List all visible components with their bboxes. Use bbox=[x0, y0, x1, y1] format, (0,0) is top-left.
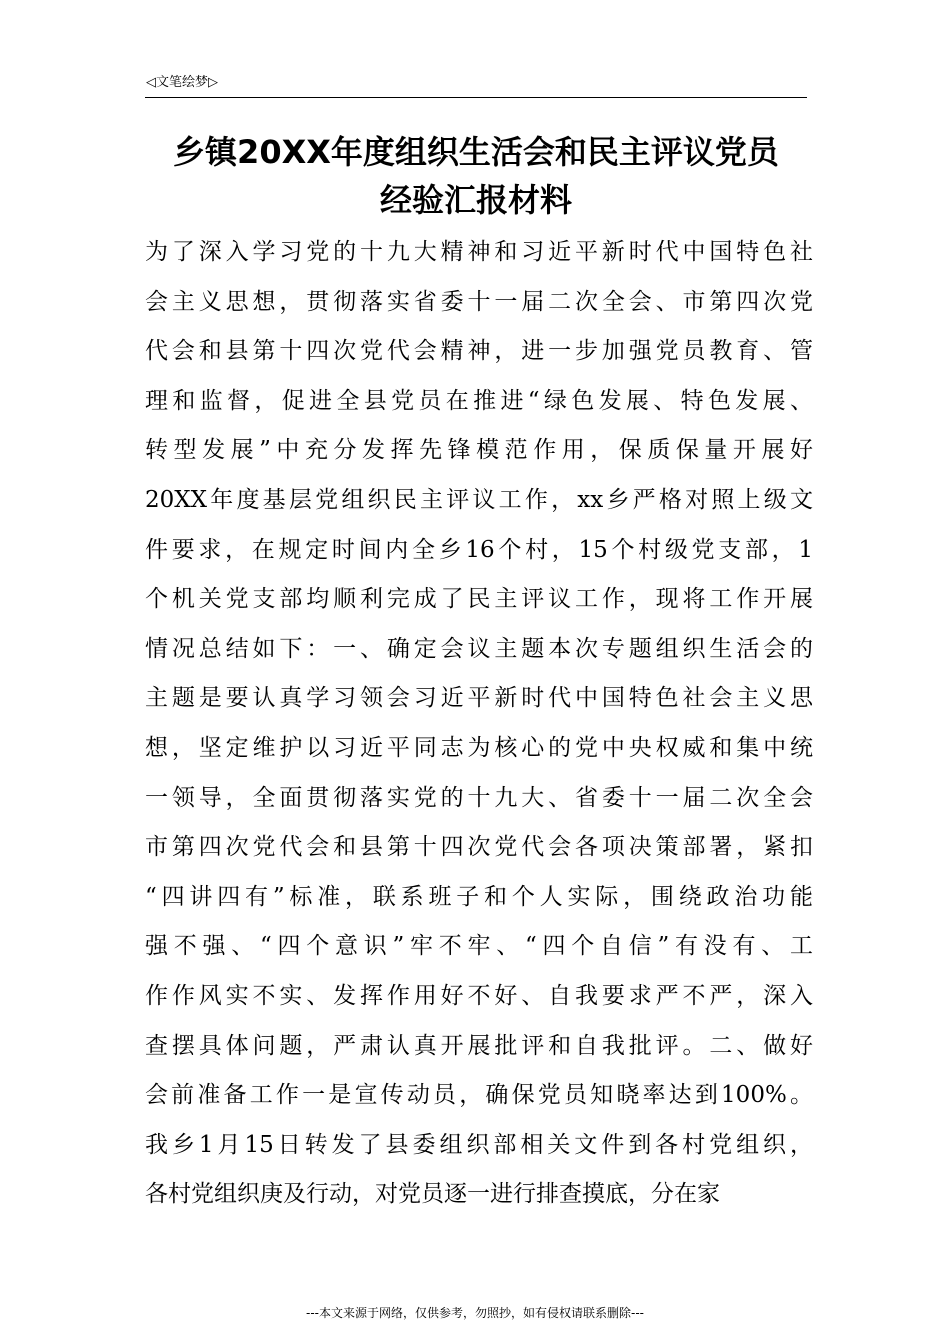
body-line: 转型发展”中充分发挥先锋模范作用，保质保量开展好 bbox=[145, 437, 813, 464]
body-line: 一领导，全面贯彻落实党的十九大、省委十一届二次全会 bbox=[145, 784, 813, 811]
body-line: 20XX年度基层党组织民主评议工作，xx乡严格对照上级文 bbox=[145, 486, 813, 513]
body-line: 查摆具体问题，严肃认真开展批评和自我批评。二、做好 bbox=[145, 1032, 813, 1059]
title-line-1: 乡镇20XX年度组织生活会和民主评议党员 bbox=[173, 133, 779, 171]
body-line: 会前准备工作一是宣传动员，确保党员知晓率达到100%。 bbox=[145, 1082, 813, 1109]
title-line-2: 经验汇报材料 bbox=[379, 181, 572, 219]
body-line: 件要求，在规定时间内全乡16个村，15个村级党支部，1 bbox=[145, 536, 813, 563]
body-line: 主题是要认真学习领会习近平新时代中国特色社会主义思 bbox=[145, 685, 813, 712]
document-body bbox=[145, 228, 813, 1220]
body-line: 代会和县第十四次党代会精神，进一步加强党员教育、管 bbox=[145, 338, 813, 365]
header-divider bbox=[145, 97, 807, 98]
body-line: 为了深入学习党的十九大精神和习近平新时代中国特色社 bbox=[145, 239, 813, 265]
header-mark: ◁文笔绘梦▷ bbox=[146, 75, 218, 90]
body-line: 情况总结如下：一、确定会议主题本次专题组织生活会的 bbox=[145, 635, 813, 662]
body-line: 想，坚定维护以习近平同志为核心的党中央权威和集中统 bbox=[145, 734, 813, 761]
body-line: 个机关党支部均顺利完成了民主评议工作，现将工作开展 bbox=[145, 586, 813, 613]
body-line: 市第四次党代会和县第十四次党代会各项决策部署，紧扣 bbox=[145, 834, 813, 861]
body-line: 作作风实不实、发挥作用好不好、自我要求严不严，深入 bbox=[145, 982, 813, 1009]
body-line: 各村党组织庚及行动，对党员逐一进行排查摸底，分在家 bbox=[145, 1181, 720, 1208]
body-line: 强不强、“四个意识”牢不牢、“四个自信”有没有、工 bbox=[145, 933, 813, 960]
body-line: “四讲四有”标准，联系班子和个人实际，围绕政治功能 bbox=[145, 883, 813, 910]
document-title bbox=[145, 128, 807, 224]
body-line: 会主义思想，贯彻落实省委十一届二次全会、市第四次党 bbox=[145, 288, 813, 315]
body-line: 我乡1月15日转发了县委组织部相关文件到各村党组织， bbox=[145, 1131, 813, 1158]
footer-disclaimer: ---本文来源于网络，仅供参考，勿照抄，如有侵权请联系删除--- bbox=[306, 1306, 644, 1320]
body-line: 理和监督，促进全县党员在推进“绿色发展、特色发展、 bbox=[145, 387, 813, 414]
